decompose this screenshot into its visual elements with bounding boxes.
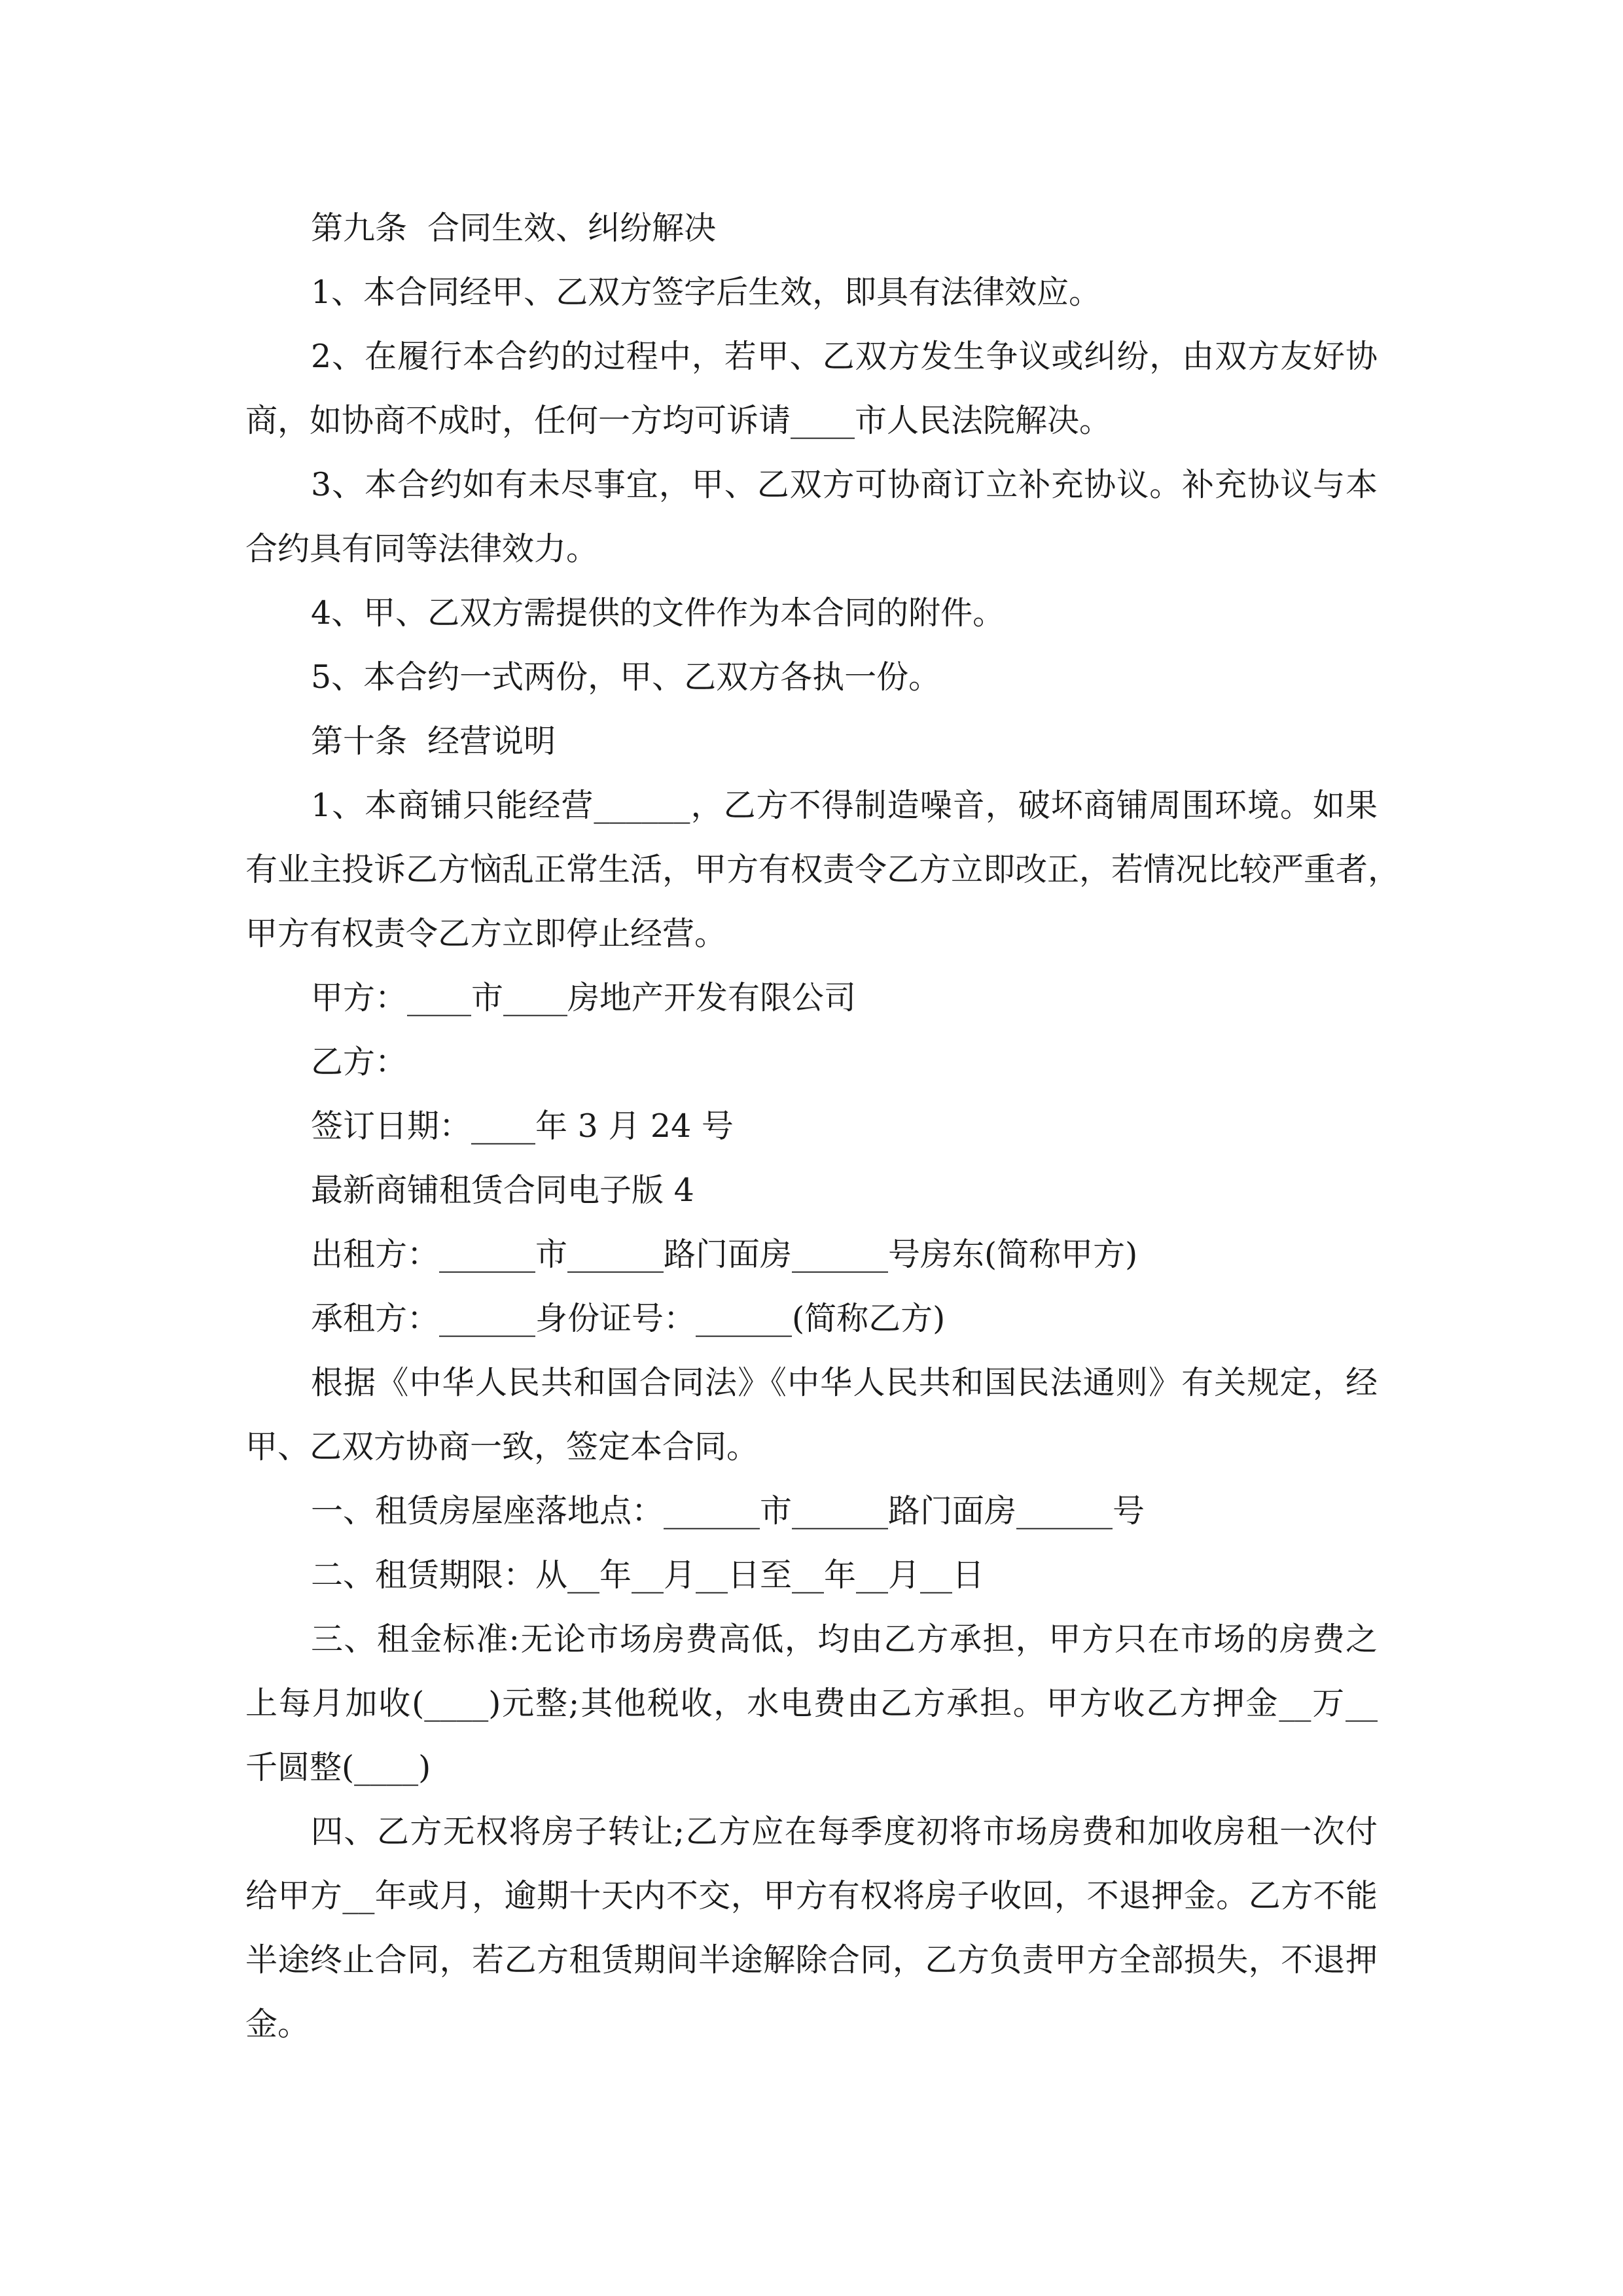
clause-rent: 三、租金标准:无论市场房费高低，均由乙方承担，甲方只在市场的房费之 <box>311 1621 1378 1658</box>
clause-transfer: 四、乙方无权将房子转让;乙方应在每季度初将市场房费和加收房租一次付 <box>311 1813 1378 1850</box>
paragraph-line: 4、甲、乙双方需提供的文件作为本合同的附件。 <box>311 594 1005 632</box>
lessor-line: 出租方：______市______路门面房______号房东(简称甲方) <box>311 1236 1138 1273</box>
paragraph-line: 2、在履行本合约的过程中，若甲、乙双方发生争议或纠纷，由双方友好协 <box>311 338 1378 375</box>
paragraph-line: 5、本合约一式两份，甲、乙双方各执一份。 <box>311 658 941 696</box>
clause-location: 一、租赁房屋座落地点：______市______路门面房______号 <box>311 1492 1145 1530</box>
paragraph-line: 1、本合同经甲、乙双方签字后生效，即具有法律效应。 <box>311 274 1101 311</box>
paragraph-line: 甲、乙双方协商一致，签定本合同。 <box>245 1428 759 1465</box>
paragraph-line: 1、本商铺只能经营______，乙方不得制造噪音，破坏商铺周围环境。如果 <box>311 787 1378 824</box>
contract-title: 最新商铺租赁合同电子版 4 <box>311 1172 694 1209</box>
heading-article-10: 第十条 经营说明 <box>311 723 556 760</box>
paragraph-line: 给甲方__年或月，逾期十天内不交，甲方有权将房子收回，不退押金。乙方不能 <box>245 1877 1378 1914</box>
paragraph-line: 根据《中华人民共和国合同法》《中华人民共和国民法通则》有关规定，经 <box>311 1364 1378 1401</box>
clause-term: 二、租赁期限：从__年__月__日至__年__月__日 <box>311 1556 985 1594</box>
paragraph-line: 上每月加收(____)元整;其他税收，水电费由乙方承担。甲方收乙方押金__万__ <box>245 1685 1378 1722</box>
paragraph-line: 甲方有权责令乙方立即停止经营。 <box>245 915 727 952</box>
document-body <box>245 196 1400 2056</box>
paragraph-line: 3、本合约如有未尽事宜，甲、乙双方可协商订立补充协议。补充协议与本 <box>311 466 1378 503</box>
lessee-line: 承租方：______身份证号：______(简称乙方) <box>311 1300 946 1337</box>
paragraph-line: 商，如协商不成时，任何一方均可诉请____市人民法院解决。 <box>245 402 1112 439</box>
paragraph-line: 半途终止合同，若乙方租赁期间半途解除合同，乙方负责甲方全部损失，不退押 <box>245 1941 1378 1979</box>
party-b-line: 乙方： <box>311 1043 408 1081</box>
paragraph-line: 合约具有同等法律效力。 <box>245 530 599 567</box>
party-a-line: 甲方：____市____房地产开发有限公司 <box>311 979 857 1016</box>
paragraph-line: 有业主投诉乙方恼乱正常生活，甲方有权责令乙方立即改正，若情况比较严重者， <box>245 851 1400 888</box>
heading-article-9: 第九条 合同生效、纠纷解决 <box>311 209 717 247</box>
paragraph-line: 金。 <box>245 2005 310 2043</box>
paragraph-line: 千圆整(____) <box>245 1749 431 1786</box>
signing-date-line: 签订日期：____年 3 月 24 号 <box>311 1107 734 1145</box>
